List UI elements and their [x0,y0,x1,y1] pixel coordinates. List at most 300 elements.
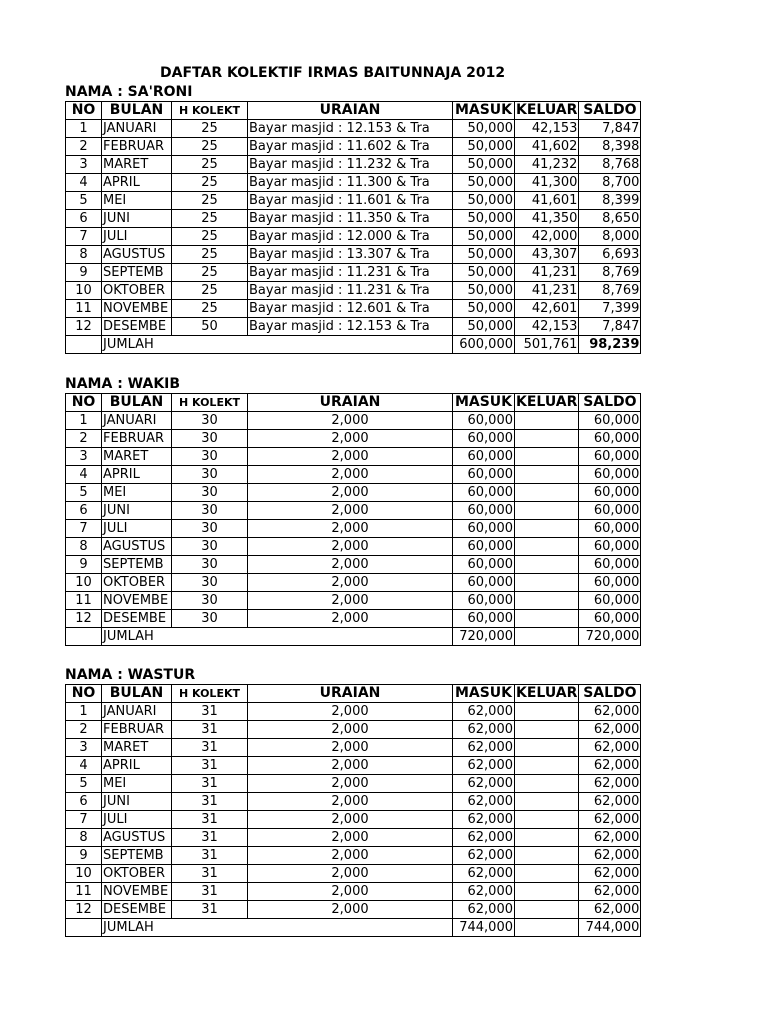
keluar-cell [515,865,579,883]
bulan-cell: OKTOBER [102,574,172,592]
section-name: NAMA : SA'RONI [65,84,193,100]
no-cell: 7 [66,228,102,246]
no-cell: 4 [66,757,102,775]
saldo-cell: 8,398 [579,138,641,156]
header-bulan: BULAN [102,102,172,120]
table-row [66,228,641,246]
bulan-cell: OKTOBER [102,282,172,300]
jumlah-label: JUMLAH [102,336,453,354]
header-saldo: SALDO [579,394,641,412]
header-kolektif: H KOLEKT [172,102,248,120]
keluar-cell [515,793,579,811]
bulan-cell: JUNI [102,793,172,811]
no-cell: 11 [66,592,102,610]
masuk-cell: 50,000 [453,228,515,246]
no-cell: 5 [66,192,102,210]
saldo-cell: 60,000 [579,466,641,484]
no-cell: 8 [66,538,102,556]
uraian-cell: 2,000 [248,757,453,775]
uraian-cell: 2,000 [248,538,453,556]
bulan-cell: JANUARI [102,703,172,721]
table-row [66,847,641,865]
keluar-cell [515,829,579,847]
jumlah-label: JUMLAH [102,628,453,646]
table-row [66,901,641,919]
total-no-cell [66,336,102,354]
bulan-cell: FEBRUAR [102,430,172,448]
table-row [66,138,641,156]
section-name: NAMA : WASTUR [65,667,196,683]
no-cell: 2 [66,430,102,448]
no-cell: 5 [66,775,102,793]
masuk-cell: 60,000 [453,412,515,430]
header-masuk: MASUK [453,102,515,120]
table-row [66,610,641,628]
kolektif-cell: 25 [172,228,248,246]
no-cell: 1 [66,412,102,430]
kolektif-cell: 25 [172,264,248,282]
no-cell: 6 [66,793,102,811]
masuk-cell: 60,000 [453,520,515,538]
uraian-cell: Bayar masjid : 11.231 & Tra [248,282,453,300]
kolektif-cell: 31 [172,739,248,757]
kolektif-cell: 31 [172,883,248,901]
uraian-cell: Bayar masjid : 11.350 & Tra [248,210,453,228]
bulan-cell: AGUSTUS [102,829,172,847]
section-wastur [65,666,641,937]
keluar-cell: 42,153 [515,120,579,138]
saldo-cell: 62,000 [579,739,641,757]
no-cell: 11 [66,883,102,901]
kolektif-cell: 30 [172,484,248,502]
total-masuk-cell: 720,000 [453,628,515,646]
total-keluar-cell [515,919,579,937]
uraian-cell: 2,000 [248,847,453,865]
kolektif-cell: 31 [172,775,248,793]
masuk-cell: 62,000 [453,847,515,865]
no-cell: 3 [66,448,102,466]
no-cell: 12 [66,901,102,919]
table-row [66,793,641,811]
no-cell: 2 [66,138,102,156]
header-keluar: KELUAR [516,685,578,701]
saldo-cell: 60,000 [579,502,641,520]
keluar-cell [515,520,579,538]
header-keluar: KELUAR [516,394,578,410]
saldo-cell: 8,700 [579,174,641,192]
masuk-cell: 62,000 [453,721,515,739]
saldo-cell: 62,000 [579,703,641,721]
table-row [66,883,641,901]
keluar-cell: 41,231 [515,282,579,300]
keluar-cell: 42,000 [515,228,579,246]
keluar-cell: 41,300 [515,174,579,192]
header-keluar: KELUAR [516,102,578,118]
uraian-cell: Bayar masjid : 12.000 & Tra [248,228,453,246]
saldo-cell: 62,000 [579,901,641,919]
no-cell: 10 [66,574,102,592]
no-cell: 6 [66,502,102,520]
table-row [66,592,641,610]
kolektif-cell: 31 [172,811,248,829]
keluar-cell: 42,153 [515,318,579,336]
header-no: NO [66,685,102,703]
masuk-cell: 62,000 [453,901,515,919]
total-saldo-cell: 98,239 [579,336,641,354]
kolektif-cell: 30 [172,520,248,538]
table-row [66,466,641,484]
table-row [66,318,641,336]
kolektif-cell: 25 [172,282,248,300]
saldo-cell: 62,000 [579,721,641,739]
keluar-cell: 41,350 [515,210,579,228]
kolektif-cell: 30 [172,574,248,592]
masuk-cell: 50,000 [453,120,515,138]
kolektif-cell: 30 [172,466,248,484]
bulan-cell: MARET [102,448,172,466]
keluar-cell [515,412,579,430]
total-keluar-cell [515,628,579,646]
masuk-cell: 60,000 [453,502,515,520]
keluar-cell [515,592,579,610]
keluar-cell [515,901,579,919]
uraian-cell: 2,000 [248,829,453,847]
keluar-cell: 41,231 [515,264,579,282]
uraian-cell: 2,000 [248,448,453,466]
saldo-cell: 60,000 [579,592,641,610]
keluar-cell [515,466,579,484]
header-uraian: URAIAN [248,685,453,703]
no-cell: 1 [66,703,102,721]
table-row [66,174,641,192]
bulan-cell: OKTOBER [102,865,172,883]
kolektif-cell: 31 [172,901,248,919]
section-saroni [65,83,641,354]
saldo-cell: 60,000 [579,448,641,466]
saldo-cell: 6,693 [579,246,641,264]
total-keluar-cell: 501,761 [515,336,579,354]
bulan-cell: FEBRUAR [102,721,172,739]
bulan-cell: JUNI [102,502,172,520]
no-cell: 10 [66,282,102,300]
keluar-cell [515,502,579,520]
ledger-table [65,684,641,937]
table-row [66,811,641,829]
masuk-cell: 60,000 [453,484,515,502]
kolektif-cell: 30 [172,448,248,466]
no-cell: 9 [66,556,102,574]
no-cell: 3 [66,739,102,757]
keluar-cell: 41,601 [515,192,579,210]
no-cell: 9 [66,847,102,865]
uraian-cell: 2,000 [248,811,453,829]
keluar-cell [515,448,579,466]
keluar-cell [515,703,579,721]
masuk-cell: 62,000 [453,739,515,757]
saldo-cell: 62,000 [579,847,641,865]
table-row [66,300,641,318]
header-row [66,685,641,703]
keluar-cell [515,721,579,739]
no-cell: 4 [66,174,102,192]
table-row [66,246,641,264]
masuk-cell: 60,000 [453,592,515,610]
kolektif-cell: 30 [172,610,248,628]
masuk-cell: 62,000 [453,865,515,883]
uraian-cell: 2,000 [248,721,453,739]
table-row [66,120,641,138]
header-row [66,394,641,412]
masuk-cell: 50,000 [453,246,515,264]
kolektif-cell: 25 [172,138,248,156]
kolektif-cell: 30 [172,412,248,430]
table-row [66,282,641,300]
table-row [66,574,641,592]
masuk-cell: 60,000 [453,430,515,448]
kolektif-cell: 25 [172,174,248,192]
kolektif-cell: 31 [172,721,248,739]
keluar-cell [515,739,579,757]
ledger-table [65,393,641,646]
total-row [66,628,641,646]
kolektif-cell: 50 [172,318,248,336]
table-row [66,865,641,883]
kolektif-cell: 31 [172,847,248,865]
uraian-cell: 2,000 [248,556,453,574]
table-row [66,156,641,174]
bulan-cell: FEBRUAR [102,138,172,156]
no-cell: 4 [66,466,102,484]
keluar-cell: 42,601 [515,300,579,318]
uraian-cell: 2,000 [248,610,453,628]
kolektif-cell: 25 [172,210,248,228]
table-row [66,556,641,574]
uraian-cell: 2,000 [248,793,453,811]
header-uraian: URAIAN [248,102,453,120]
kolektif-cell: 25 [172,246,248,264]
keluar-cell [515,610,579,628]
bulan-cell: MEI [102,192,172,210]
no-cell: 8 [66,829,102,847]
bulan-cell: NOVEMBE [102,592,172,610]
header-bulan: BULAN [102,394,172,412]
uraian-cell: Bayar masjid : 12.153 & Tra [248,120,453,138]
uraian-cell: 2,000 [248,520,453,538]
masuk-cell: 62,000 [453,793,515,811]
no-cell: 12 [66,318,102,336]
keluar-cell [515,538,579,556]
total-row [66,919,641,937]
no-cell: 2 [66,721,102,739]
bulan-cell: MARET [102,156,172,174]
masuk-cell: 62,000 [453,883,515,901]
table-row [66,739,641,757]
header-no: NO [66,102,102,120]
uraian-cell: Bayar masjid : 11.602 & Tra [248,138,453,156]
kolektif-cell: 31 [172,865,248,883]
masuk-cell: 60,000 [453,466,515,484]
no-cell: 10 [66,865,102,883]
total-no-cell [66,919,102,937]
kolektif-cell: 30 [172,430,248,448]
saldo-cell: 8,769 [579,264,641,282]
no-cell: 6 [66,210,102,228]
saldo-cell: 7,847 [579,120,641,138]
bulan-cell: APRIL [102,757,172,775]
jumlah-label: JUMLAH [102,919,453,937]
kolektif-cell: 31 [172,703,248,721]
masuk-cell: 60,000 [453,448,515,466]
masuk-cell: 60,000 [453,610,515,628]
table-row [66,448,641,466]
saldo-cell: 60,000 [579,574,641,592]
masuk-cell: 62,000 [453,703,515,721]
no-cell: 1 [66,120,102,138]
bulan-cell: JUNI [102,210,172,228]
saldo-cell: 60,000 [579,520,641,538]
masuk-cell: 62,000 [453,757,515,775]
table-row [66,703,641,721]
masuk-cell: 50,000 [453,156,515,174]
table-row [66,412,641,430]
masuk-cell: 50,000 [453,192,515,210]
bulan-cell: SEPTEMB [102,264,172,282]
table-row [66,721,641,739]
kolektif-cell: 25 [172,192,248,210]
masuk-cell: 50,000 [453,264,515,282]
bulan-cell: DESEMBE [102,610,172,628]
keluar-cell: 41,232 [515,156,579,174]
total-no-cell [66,628,102,646]
saldo-cell: 62,000 [579,811,641,829]
masuk-cell: 50,000 [453,174,515,192]
saldo-cell: 8,399 [579,192,641,210]
masuk-cell: 50,000 [453,318,515,336]
bulan-cell: JANUARI [102,120,172,138]
masuk-cell: 60,000 [453,538,515,556]
keluar-cell [515,430,579,448]
uraian-cell: 2,000 [248,430,453,448]
header-uraian: URAIAN [248,394,453,412]
uraian-cell: 2,000 [248,592,453,610]
bulan-cell: AGUSTUS [102,246,172,264]
uraian-cell: Bayar masjid : 12.153 & Tra [248,318,453,336]
table-row [66,502,641,520]
uraian-cell: 2,000 [248,484,453,502]
header-masuk: MASUK [453,394,515,412]
keluar-cell [515,847,579,865]
keluar-cell [515,757,579,775]
bulan-cell: NOVEMBE [102,300,172,318]
saldo-cell: 7,399 [579,300,641,318]
table-row [66,538,641,556]
uraian-cell: 2,000 [248,466,453,484]
kolektif-cell: 25 [172,156,248,174]
header-masuk: MASUK [453,685,515,703]
uraian-cell: 2,000 [248,412,453,430]
section-name: NAMA : WAKIB [65,376,181,392]
saldo-cell: 60,000 [579,484,641,502]
table-row [66,192,641,210]
bulan-cell: MEI [102,775,172,793]
bulan-cell: JULI [102,811,172,829]
section-wakib [65,375,641,646]
bulan-cell: JULI [102,520,172,538]
header-saldo: SALDO [579,685,641,703]
header-kolektif: H KOLEKT [172,685,248,703]
keluar-cell [515,556,579,574]
saldo-cell: 60,000 [579,556,641,574]
saldo-cell: 60,000 [579,610,641,628]
uraian-cell: 2,000 [248,775,453,793]
saldo-cell: 7,847 [579,318,641,336]
kolektif-cell: 30 [172,592,248,610]
bulan-cell: JANUARI [102,412,172,430]
no-cell: 11 [66,300,102,318]
saldo-cell: 62,000 [579,793,641,811]
saldo-cell: 60,000 [579,430,641,448]
no-cell: 5 [66,484,102,502]
table-row [66,210,641,228]
masuk-cell: 50,000 [453,300,515,318]
uraian-cell: 2,000 [248,574,453,592]
keluar-cell [515,775,579,793]
masuk-cell: 62,000 [453,811,515,829]
table-row [66,829,641,847]
saldo-cell: 62,000 [579,775,641,793]
table-row [66,775,641,793]
bulan-cell: MEI [102,484,172,502]
table-row [66,484,641,502]
total-masuk-cell: 600,000 [453,336,515,354]
kolektif-cell: 30 [172,556,248,574]
bulan-cell: DESEMBE [102,318,172,336]
bulan-cell: APRIL [102,466,172,484]
keluar-cell [515,574,579,592]
kolektif-cell: 25 [172,120,248,138]
kolektif-cell: 31 [172,793,248,811]
keluar-cell [515,484,579,502]
table-row [66,430,641,448]
masuk-cell: 50,000 [453,210,515,228]
saldo-cell: 62,000 [579,865,641,883]
saldo-cell: 60,000 [579,538,641,556]
masuk-cell: 50,000 [453,138,515,156]
no-cell: 12 [66,610,102,628]
uraian-cell: Bayar masjid : 11.601 & Tra [248,192,453,210]
table-row [66,264,641,282]
header-no: NO [66,394,102,412]
kolektif-cell: 25 [172,300,248,318]
uraian-cell: 2,000 [248,502,453,520]
masuk-cell: 62,000 [453,829,515,847]
bulan-cell: SEPTEMB [102,556,172,574]
total-saldo-cell: 720,000 [579,628,641,646]
saldo-cell: 62,000 [579,757,641,775]
saldo-cell: 62,000 [579,883,641,901]
ledger-table [65,101,641,354]
uraian-cell: 2,000 [248,883,453,901]
kolektif-cell: 31 [172,829,248,847]
document-title: DAFTAR KOLEKTIF IRMAS BAITUNNAJA 2012 [160,65,506,81]
no-cell: 8 [66,246,102,264]
keluar-cell [515,811,579,829]
uraian-cell: Bayar masjid : 13.307 & Tra [248,246,453,264]
uraian-cell: 2,000 [248,703,453,721]
header-row [66,102,641,120]
table-row [66,520,641,538]
saldo-cell: 8,650 [579,210,641,228]
